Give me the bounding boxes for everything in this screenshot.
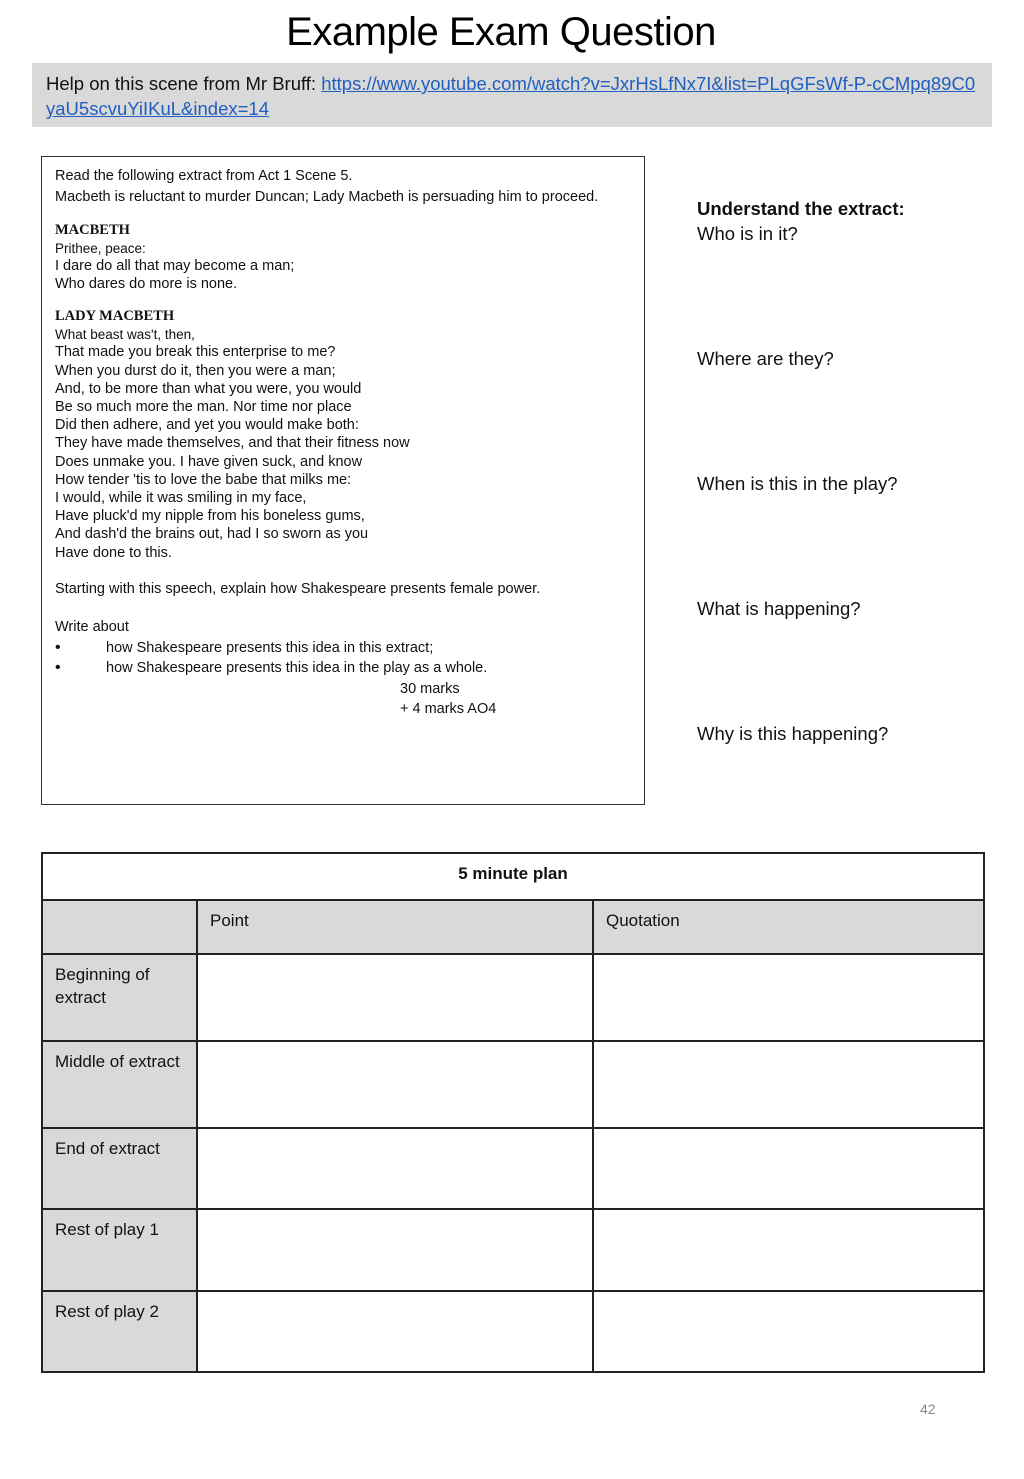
extract-intro-context: Macbeth is reluctant to murder Duncan; Lady Macbeth is persuading him to proceed. xyxy=(55,188,599,205)
page-number: 42 xyxy=(920,1401,936,1417)
row-label: End of extract xyxy=(42,1128,197,1209)
write-about-label: Write about xyxy=(55,619,129,636)
verse-line: Have done to this. xyxy=(55,544,172,561)
extract-intro-act: Read the following extract from Act 1 Scene 5. xyxy=(55,168,353,184)
marks-ao4: + 4 marks AO4 xyxy=(400,701,497,718)
point-cell[interactable] xyxy=(197,954,593,1041)
verse-line: Who dares do more is none. xyxy=(55,276,238,293)
verse-line: They have made themselves, and that their fitness now xyxy=(55,435,410,452)
verse-line: Did then adhere, and yet you would make both: xyxy=(55,417,359,434)
quotation-cell[interactable] xyxy=(593,1128,984,1209)
question-where: Where are they? xyxy=(697,348,834,369)
bullet-icon: • xyxy=(55,638,61,656)
question-what: What is happening? xyxy=(697,598,861,619)
table-row xyxy=(42,1128,984,1209)
row-label: Rest of play 1 xyxy=(42,1209,197,1291)
speaker-lady-macbeth: LADY MACBETH xyxy=(55,308,175,325)
verse-line: I would, while it was smiling in my face, xyxy=(55,490,307,507)
task-question: Starting with this speech, explain how Shakespeare presents female power. xyxy=(55,580,541,597)
row-label: Rest of play 2 xyxy=(42,1291,197,1372)
verse-line: What beast was't, then, xyxy=(55,327,195,343)
verse-line: Have pluck'd my nipple from his boneless gums, xyxy=(55,508,365,525)
bullet-text: how Shakespeare presents this idea in the play as a whole. xyxy=(106,660,488,677)
verse-line: Be so much more the man. Nor time nor place xyxy=(55,399,352,416)
verse-line: When you durst do it, then you were a man; xyxy=(55,362,336,379)
table-row xyxy=(42,900,984,954)
question-who: Who is in it? xyxy=(697,223,798,244)
table-row xyxy=(42,1291,984,1372)
header-point: Point xyxy=(197,900,593,954)
help-banner xyxy=(32,63,992,127)
bullet-item xyxy=(55,638,631,659)
bullet-text: how Shakespeare presents this idea in this extract; xyxy=(106,639,434,656)
understand-heading: Understand the extract: xyxy=(697,198,905,219)
question-when: When is this in the play? xyxy=(697,473,898,494)
speaker-macbeth: MACBETH xyxy=(55,222,130,238)
verse-line: And, to be more than what you were, you would xyxy=(55,380,362,397)
point-cell[interactable] xyxy=(197,1041,593,1128)
bullet-item xyxy=(55,658,631,679)
row-label: Middle of extract xyxy=(42,1041,197,1128)
table-row xyxy=(42,1209,984,1291)
plan-title: 5 minute plan xyxy=(42,853,984,900)
point-cell[interactable] xyxy=(197,1291,593,1372)
verse-line: Prithee, peace: xyxy=(55,241,146,256)
quotation-cell[interactable] xyxy=(593,954,984,1041)
help-prefix: Help on this scene from Mr Bruff: xyxy=(46,73,322,94)
quotation-cell[interactable] xyxy=(593,1041,984,1128)
quotation-cell[interactable] xyxy=(593,1291,984,1372)
verse-line: I dare do all that may become a man; xyxy=(55,258,295,274)
marks-total: 30 marks xyxy=(400,680,460,697)
verse-line: That made you break this enterprise to me? xyxy=(55,344,336,361)
table-row xyxy=(42,853,984,900)
question-why: Why is this happening? xyxy=(697,723,889,744)
row-label: Beginning of extract xyxy=(42,954,197,1041)
page-title: Example Exam Question xyxy=(286,10,716,54)
extract-box xyxy=(41,156,645,805)
five-minute-plan-table xyxy=(41,852,985,1373)
verse-line: How tender 'tis to love the babe that milks me: xyxy=(55,471,352,488)
bullet-icon: • xyxy=(55,659,61,677)
help-video-link[interactable]: https://www.youtube.com/watch?v=JxrHsLfNx7I&list=PLqGFsWf-P-cCMpq89C0yaU5scvuYiIKuL&index=14 xyxy=(46,73,976,119)
header-quotation: Quotation xyxy=(593,900,984,954)
point-cell[interactable] xyxy=(197,1209,593,1291)
table-row xyxy=(42,954,984,1041)
table-row xyxy=(42,1041,984,1128)
header-cell-empty xyxy=(42,900,197,954)
quotation-cell[interactable] xyxy=(593,1209,984,1291)
verse-line: And dash'd the brains out, had I so sworn as you xyxy=(55,526,369,543)
verse-line: Does unmake you. I have given suck, and know xyxy=(55,453,363,470)
point-cell[interactable] xyxy=(197,1128,593,1209)
